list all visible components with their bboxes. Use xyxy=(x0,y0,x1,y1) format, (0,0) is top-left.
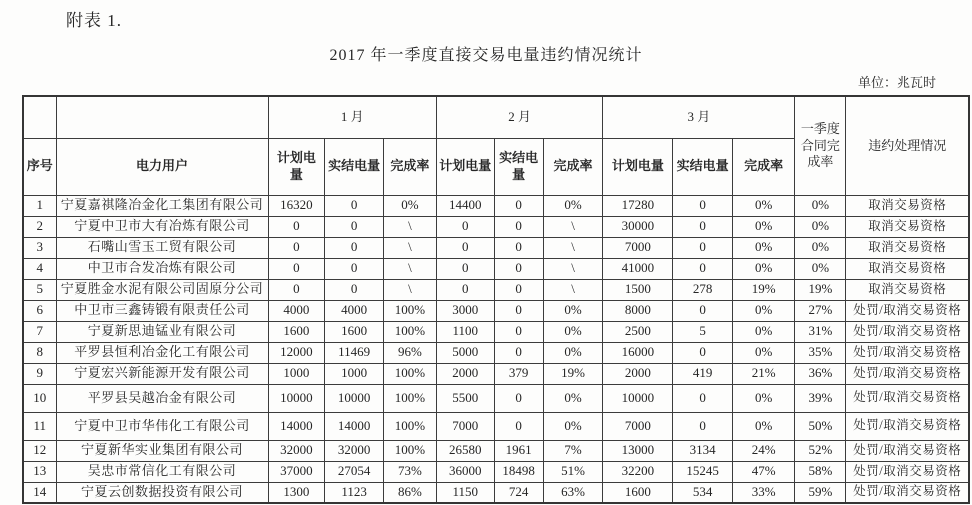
table-row xyxy=(23,300,969,321)
mar-planned: 13000 xyxy=(603,440,673,461)
jan-settled: 1000 xyxy=(325,363,384,384)
handling: 处罚/取消交易资格 xyxy=(846,321,969,342)
handling: 处罚/取消交易资格 xyxy=(846,300,969,321)
table-row xyxy=(23,384,969,412)
feb-planned: 3000 xyxy=(436,300,494,321)
jan-settled: 0 xyxy=(325,258,384,279)
jan-settled: 14000 xyxy=(325,412,384,440)
feb-rate: \ xyxy=(543,279,603,300)
jan-planned: 12000 xyxy=(268,342,325,363)
jan-rate: 100% xyxy=(383,321,436,342)
quarter-rate: 58% xyxy=(795,461,846,482)
jan-settled: 0 xyxy=(325,237,384,258)
jan-planned: 1600 xyxy=(268,321,325,342)
table-row xyxy=(23,195,969,216)
feb-rate: \ xyxy=(543,237,603,258)
mar-rate: 21% xyxy=(732,363,794,384)
mar-rate: 19% xyxy=(732,279,794,300)
row-number: 5 xyxy=(23,279,56,300)
feb-rate: \ xyxy=(543,216,603,237)
header-row-months xyxy=(23,96,969,138)
company-name: 宁夏新华实业集团有限公司 xyxy=(56,440,268,461)
mar-settled: 0 xyxy=(673,384,733,412)
mar-planned: 1600 xyxy=(603,482,673,503)
jan-settled: 27054 xyxy=(325,461,384,482)
mar-rate-header: 完成率 xyxy=(732,138,794,195)
jan-rate: \ xyxy=(383,258,436,279)
mar-rate: 0% xyxy=(732,195,794,216)
table-body xyxy=(23,195,969,503)
feb-planned: 5500 xyxy=(436,384,494,412)
jan-settled: 0 xyxy=(325,216,384,237)
jan-planned: 16320 xyxy=(268,195,325,216)
feb-rate: 63% xyxy=(543,482,603,503)
quarter-rate: 35% xyxy=(795,342,846,363)
jan-rate: \ xyxy=(383,237,436,258)
row-number: 3 xyxy=(23,237,56,258)
feb-planned-header: 计划电量 xyxy=(436,138,494,195)
quarter-rate: 0% xyxy=(795,216,846,237)
company-name: 宁夏云创数据投资有限公司 xyxy=(56,482,268,503)
feb-settled: 0 xyxy=(494,321,543,342)
company-name: 中卫市三鑫铸锻有限责任公司 xyxy=(56,300,268,321)
jan-settled: 1123 xyxy=(325,482,384,503)
jan-settled: 11469 xyxy=(325,342,384,363)
quarter-rate: 27% xyxy=(795,300,846,321)
feb-settled: 1961 xyxy=(494,440,543,461)
company-name: 平罗县吴越冶金有限公司 xyxy=(56,384,268,412)
feb-planned: 26580 xyxy=(436,440,494,461)
feb-settled: 379 xyxy=(494,363,543,384)
feb-settled: 0 xyxy=(494,216,543,237)
table-row xyxy=(23,279,969,300)
handling: 处罚/取消交易资格 xyxy=(846,461,969,482)
mar-planned: 10000 xyxy=(603,384,673,412)
feb-rate: 0% xyxy=(543,195,603,216)
feb-rate: 51% xyxy=(543,461,603,482)
mar-rate: 0% xyxy=(732,300,794,321)
feb-planned: 0 xyxy=(436,237,494,258)
feb-settled: 0 xyxy=(494,412,543,440)
handling: 处罚/取消交易资格 xyxy=(846,412,969,440)
jan-rate-header: 完成率 xyxy=(383,138,436,195)
jan-rate: 86% xyxy=(383,482,436,503)
jan-planned: 0 xyxy=(268,216,325,237)
jan-settled: 10000 xyxy=(325,384,384,412)
user-header-spacer xyxy=(56,96,268,138)
jan-planned: 32000 xyxy=(268,440,325,461)
company-name: 石嘴山雪玉工贸有限公司 xyxy=(56,237,268,258)
mar-settled: 0 xyxy=(673,237,733,258)
jan-planned: 37000 xyxy=(268,461,325,482)
table-row xyxy=(23,342,969,363)
handling: 处罚/取消交易资格 xyxy=(846,384,969,412)
jan-settled-header: 实结电量 xyxy=(325,138,384,195)
feb-planned: 5000 xyxy=(436,342,494,363)
feb-rate: 0% xyxy=(543,412,603,440)
row-number: 9 xyxy=(23,363,56,384)
feb-settled: 0 xyxy=(494,384,543,412)
mar-rate: 47% xyxy=(732,461,794,482)
feb-planned: 1100 xyxy=(436,321,494,342)
feb-rate: 19% xyxy=(543,363,603,384)
row-number: 13 xyxy=(23,461,56,482)
jan-planned: 1300 xyxy=(268,482,325,503)
mar-planned: 1500 xyxy=(603,279,673,300)
handling: 取消交易资格 xyxy=(846,258,969,279)
handling-header: 违约处理情况 xyxy=(846,96,969,195)
table-row xyxy=(23,321,969,342)
row-number: 4 xyxy=(23,258,56,279)
feb-planned: 0 xyxy=(436,279,494,300)
quarter-rate: 39% xyxy=(795,384,846,412)
quarter-rate: 0% xyxy=(795,195,846,216)
mar-rate: 0% xyxy=(732,321,794,342)
table-header xyxy=(23,96,969,195)
feb-planned: 14400 xyxy=(436,195,494,216)
table-row xyxy=(23,258,969,279)
feb-planned: 0 xyxy=(436,258,494,279)
jan-planned: 14000 xyxy=(268,412,325,440)
jan-rate: 100% xyxy=(383,300,436,321)
jan-planned: 4000 xyxy=(268,300,325,321)
feb-rate: 0% xyxy=(543,342,603,363)
jan-rate: 100% xyxy=(383,412,436,440)
jan-settled: 0 xyxy=(325,195,384,216)
mar-planned: 7000 xyxy=(603,237,673,258)
company-name: 平罗县恒利冶金化工有限公司 xyxy=(56,342,268,363)
mar-rate: 0% xyxy=(732,216,794,237)
jan-planned: 1000 xyxy=(268,363,325,384)
feb-planned: 0 xyxy=(436,216,494,237)
feb-settled-header: 实结电量 xyxy=(494,138,543,195)
jan-settled: 4000 xyxy=(325,300,384,321)
jan-settled: 1600 xyxy=(325,321,384,342)
company-name: 中卫市合发冶炼有限公司 xyxy=(56,258,268,279)
feb-planned: 36000 xyxy=(436,461,494,482)
feb-rate: \ xyxy=(543,258,603,279)
month-header-jan: 1 月 xyxy=(268,96,436,138)
mar-planned: 16000 xyxy=(603,342,673,363)
jan-planned-header: 计划电量 xyxy=(268,138,325,195)
document-title: 2017 年一季度直接交易电量违约情况统计 xyxy=(329,47,643,64)
unit-note: 单位：兆瓦时 xyxy=(857,75,936,90)
mar-settled-header: 实结电量 xyxy=(673,138,733,195)
mar-planned: 17280 xyxy=(603,195,673,216)
month-header-mar: 3 月 xyxy=(603,96,795,138)
company-name: 宁夏中卫市大有冶炼有限公司 xyxy=(56,216,268,237)
feb-settled: 0 xyxy=(494,342,543,363)
mar-settled: 15245 xyxy=(673,461,733,482)
quarter-rate-header: 一季度合同完成率 xyxy=(795,96,846,195)
quarter-rate: 52% xyxy=(795,440,846,461)
mar-planned: 32200 xyxy=(603,461,673,482)
table-row xyxy=(23,412,969,440)
feb-settled: 0 xyxy=(494,195,543,216)
feb-settled: 0 xyxy=(494,300,543,321)
handling: 取消交易资格 xyxy=(846,237,969,258)
company-name: 宁夏中卫市华伟化工有限公司 xyxy=(56,412,268,440)
handling: 处罚/取消交易资格 xyxy=(846,363,969,384)
feb-settled: 0 xyxy=(494,279,543,300)
company-name: 宁夏宏兴新能源开发有限公司 xyxy=(56,363,268,384)
mar-rate: 24% xyxy=(732,440,794,461)
row-number: 1 xyxy=(23,195,56,216)
jan-planned: 10000 xyxy=(268,384,325,412)
company-name: 宁夏胜金水泥有限公司固原分公司 xyxy=(56,279,268,300)
row-number: 6 xyxy=(23,300,56,321)
handling: 处罚/取消交易资格 xyxy=(846,440,969,461)
mar-planned-header: 计划电量 xyxy=(603,138,673,195)
mar-settled: 0 xyxy=(673,342,733,363)
mar-planned: 2000 xyxy=(603,363,673,384)
row-number: 14 xyxy=(23,482,56,503)
handling: 取消交易资格 xyxy=(846,279,969,300)
quarter-rate: 19% xyxy=(795,279,846,300)
feb-planned: 7000 xyxy=(436,412,494,440)
handling: 处罚/取消交易资格 xyxy=(846,342,969,363)
row-number: 7 xyxy=(23,321,56,342)
table-row xyxy=(23,440,969,461)
handling: 处罚/取消交易资格 xyxy=(846,482,969,503)
feb-rate: 0% xyxy=(543,300,603,321)
company-name: 吴忠市常信化工有限公司 xyxy=(56,461,268,482)
quarter-rate: 59% xyxy=(795,482,846,503)
jan-planned: 0 xyxy=(268,237,325,258)
mar-rate: 0% xyxy=(732,384,794,412)
feb-planned: 2000 xyxy=(436,363,494,384)
table-row xyxy=(23,216,969,237)
feb-planned: 1150 xyxy=(436,482,494,503)
mar-settled: 0 xyxy=(673,195,733,216)
mar-settled: 278 xyxy=(673,279,733,300)
feb-settled: 18498 xyxy=(494,461,543,482)
feb-rate-header: 完成率 xyxy=(543,138,603,195)
table-row xyxy=(23,482,969,503)
row-number: 2 xyxy=(23,216,56,237)
jan-rate: \ xyxy=(383,216,436,237)
jan-rate: 100% xyxy=(383,363,436,384)
quarter-rate: 36% xyxy=(795,363,846,384)
mar-settled: 419 xyxy=(673,363,733,384)
month-header-feb: 2 月 xyxy=(436,96,602,138)
mar-settled: 0 xyxy=(673,258,733,279)
statistics-table xyxy=(22,95,970,504)
table-row xyxy=(23,363,969,384)
handling: 取消交易资格 xyxy=(846,216,969,237)
quarter-rate: 0% xyxy=(795,237,846,258)
jan-planned: 0 xyxy=(268,258,325,279)
jan-rate: \ xyxy=(383,279,436,300)
company-name: 宁夏嘉祺隆冶金化工集团有限公司 xyxy=(56,195,268,216)
row-number: 8 xyxy=(23,342,56,363)
mar-settled: 0 xyxy=(673,216,733,237)
feb-settled: 0 xyxy=(494,258,543,279)
jan-rate: 100% xyxy=(383,384,436,412)
mar-planned: 41000 xyxy=(603,258,673,279)
feb-rate: 7% xyxy=(543,440,603,461)
table-row xyxy=(23,237,969,258)
row-number: 12 xyxy=(23,440,56,461)
handling: 取消交易资格 xyxy=(846,195,969,216)
user-header: 电力用户 xyxy=(56,138,268,195)
row-number: 11 xyxy=(23,412,56,440)
seq-header-spacer xyxy=(23,96,56,138)
mar-settled: 0 xyxy=(673,412,733,440)
jan-settled: 0 xyxy=(325,279,384,300)
mar-planned: 7000 xyxy=(603,412,673,440)
mar-rate: 0% xyxy=(732,237,794,258)
seq-header: 序号 xyxy=(23,138,56,195)
jan-rate: 100% xyxy=(383,440,436,461)
mar-rate: 0% xyxy=(732,412,794,440)
mar-settled: 534 xyxy=(673,482,733,503)
feb-rate: 0% xyxy=(543,321,603,342)
quarter-rate: 0% xyxy=(795,258,846,279)
jan-planned: 0 xyxy=(268,279,325,300)
feb-rate: 0% xyxy=(543,384,603,412)
table-row xyxy=(23,461,969,482)
mar-rate: 0% xyxy=(732,342,794,363)
row-number: 10 xyxy=(23,384,56,412)
annex-label: 附表 1. xyxy=(66,11,122,30)
mar-rate: 33% xyxy=(732,482,794,503)
jan-rate: 0% xyxy=(383,195,436,216)
feb-settled: 0 xyxy=(494,237,543,258)
mar-planned: 30000 xyxy=(603,216,673,237)
quarter-rate: 31% xyxy=(795,321,846,342)
company-name: 宁夏新思迪锰业有限公司 xyxy=(56,321,268,342)
mar-settled: 3134 xyxy=(673,440,733,461)
mar-settled: 5 xyxy=(673,321,733,342)
jan-rate: 96% xyxy=(383,342,436,363)
quarter-rate: 50% xyxy=(795,412,846,440)
jan-settled: 32000 xyxy=(325,440,384,461)
feb-settled: 724 xyxy=(494,482,543,503)
mar-planned: 8000 xyxy=(603,300,673,321)
mar-settled: 0 xyxy=(673,300,733,321)
mar-planned: 2500 xyxy=(603,321,673,342)
jan-rate: 73% xyxy=(383,461,436,482)
mar-rate: 0% xyxy=(732,258,794,279)
